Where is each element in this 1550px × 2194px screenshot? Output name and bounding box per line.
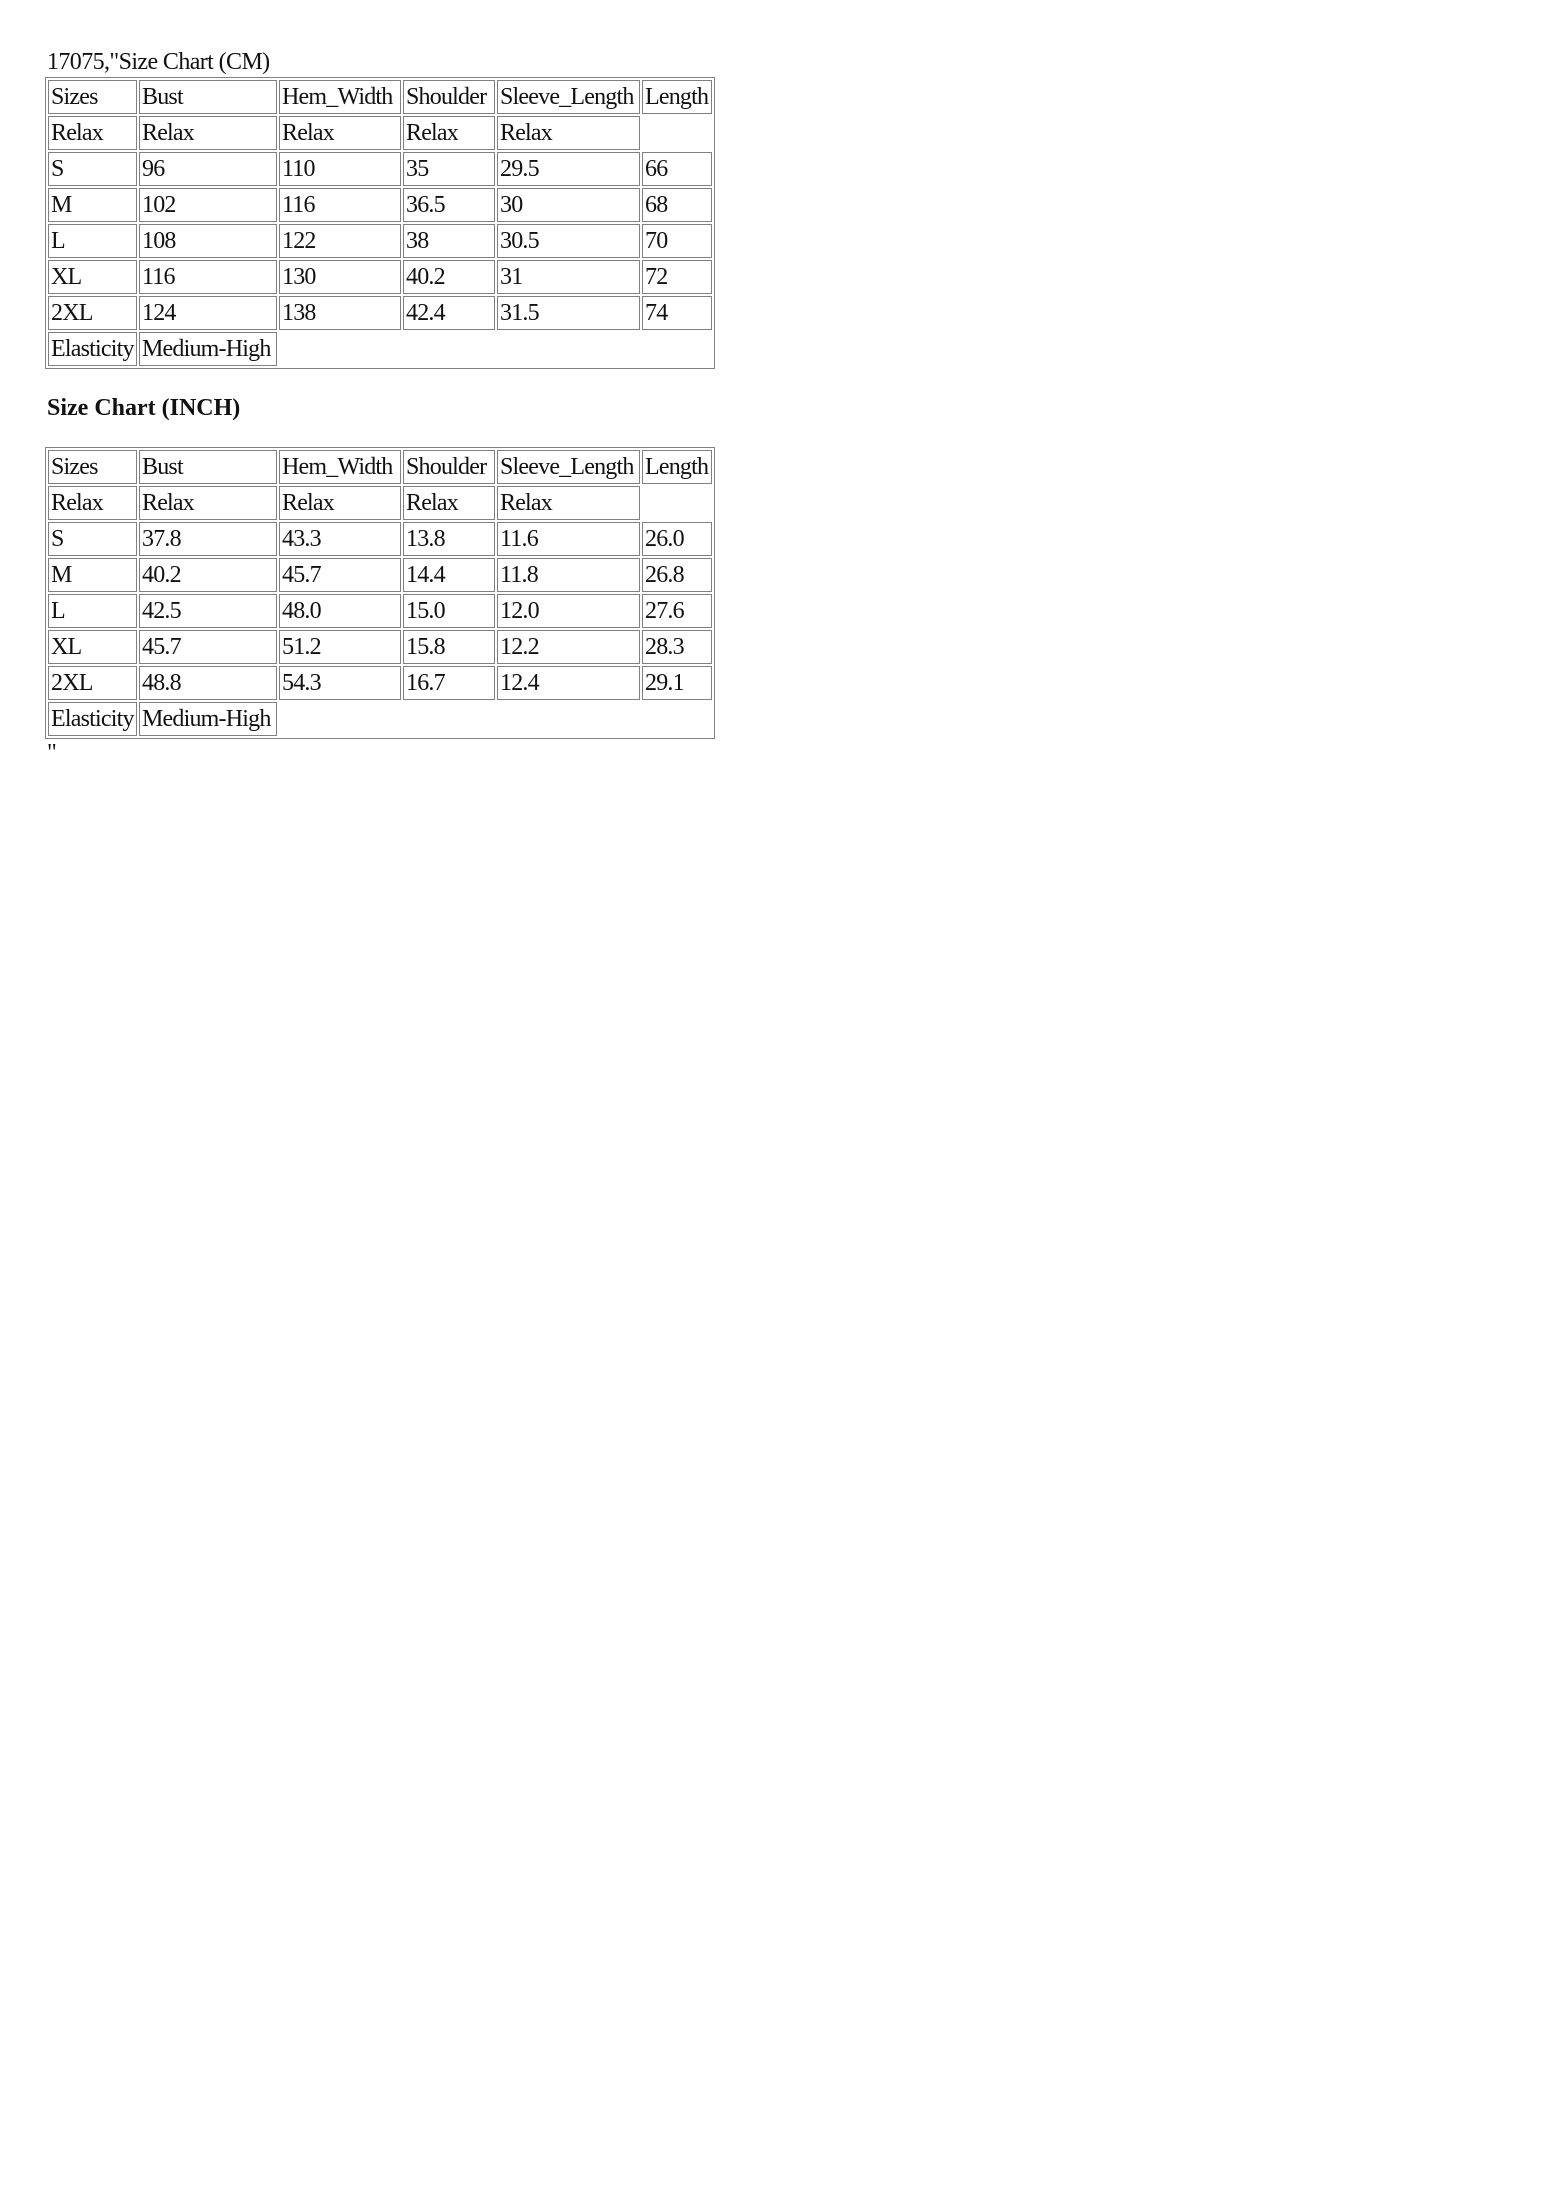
table-cell: Relax <box>139 486 277 520</box>
table-row <box>48 522 712 556</box>
table-cell: M <box>48 188 137 222</box>
table-cell: 30.5 <box>497 224 640 258</box>
table-cell: 48.8 <box>139 666 277 700</box>
table-cell: Relax <box>48 116 137 150</box>
table-row <box>48 558 712 592</box>
column-header-sleeve-length: Sleeve_Length <box>497 80 640 114</box>
table-cell: 14.4 <box>403 558 495 592</box>
table-cell: 116 <box>139 260 277 294</box>
table-cell: 28.3 <box>642 630 712 664</box>
table-cell: Relax <box>497 486 640 520</box>
table-cell: 31 <box>497 260 640 294</box>
table-cell: 2XL <box>48 296 137 330</box>
table-cell: 40.2 <box>403 260 495 294</box>
table-cell: L <box>48 594 137 628</box>
table-cell: 15.8 <box>403 630 495 664</box>
table-cell: XL <box>48 630 137 664</box>
table-cell-empty <box>642 486 712 520</box>
elasticity-label: Elasticity <box>48 332 137 366</box>
elasticity-row <box>48 332 712 366</box>
table-cell: 45.7 <box>139 630 277 664</box>
table-row <box>48 188 712 222</box>
table-cell: Relax <box>279 486 401 520</box>
table-cell: 26.0 <box>642 522 712 556</box>
table-cell: 30 <box>497 188 640 222</box>
table-cell-empty <box>642 702 712 736</box>
table-cell: Relax <box>403 486 495 520</box>
table-cell: Relax <box>403 116 495 150</box>
table-cell: 11.6 <box>497 522 640 556</box>
fit-row <box>48 116 712 150</box>
table-cell: 116 <box>279 188 401 222</box>
table-cell-empty <box>497 332 640 366</box>
table-cell: 124 <box>139 296 277 330</box>
table-cell-empty <box>642 116 712 150</box>
table-cell: 138 <box>279 296 401 330</box>
table-row <box>48 296 712 330</box>
table-cell: 12.0 <box>497 594 640 628</box>
table-cell: 36.5 <box>403 188 495 222</box>
table-cell: 72 <box>642 260 712 294</box>
fit-row <box>48 486 712 520</box>
table-row <box>48 260 712 294</box>
elasticity-label: Elasticity <box>48 702 137 736</box>
elasticity-value: Medium-High <box>139 332 277 366</box>
table-cell: 2XL <box>48 666 137 700</box>
table-cell: S <box>48 152 137 186</box>
table-cell: L <box>48 224 137 258</box>
table-cell: 122 <box>279 224 401 258</box>
table-cell: 11.8 <box>497 558 640 592</box>
table-cell: 45.7 <box>279 558 401 592</box>
table-header-row <box>48 450 712 484</box>
table-row <box>48 666 712 700</box>
table-cell: 43.3 <box>279 522 401 556</box>
table-cell: 13.8 <box>403 522 495 556</box>
table-cell: 102 <box>139 188 277 222</box>
table-cell: 16.7 <box>403 666 495 700</box>
column-header-hem-width: Hem_Width <box>279 80 401 114</box>
table-cell: 110 <box>279 152 401 186</box>
column-header-sizes: Sizes <box>48 80 137 114</box>
column-header-sleeve-length: Sleeve_Length <box>497 450 640 484</box>
table-cell: 96 <box>139 152 277 186</box>
table-cell-empty <box>642 332 712 366</box>
table-cell: 31.5 <box>497 296 640 330</box>
table-cell: 29.5 <box>497 152 640 186</box>
table-cell: 40.2 <box>139 558 277 592</box>
table-row <box>48 630 712 664</box>
table-cell: 37.8 <box>139 522 277 556</box>
table-row <box>48 224 712 258</box>
table-cell: 70 <box>642 224 712 258</box>
column-header-bust: Bust <box>139 450 277 484</box>
column-header-sizes: Sizes <box>48 450 137 484</box>
table-cell: Relax <box>279 116 401 150</box>
table-cell: 35 <box>403 152 495 186</box>
table-cell: Relax <box>139 116 277 150</box>
table-cell: 54.3 <box>279 666 401 700</box>
size-chart-cm-table <box>45 77 715 369</box>
table-cell: 74 <box>642 296 712 330</box>
trailing-quote: " <box>47 740 57 766</box>
table-cell: 26.8 <box>642 558 712 592</box>
table-cell: 51.2 <box>279 630 401 664</box>
table-cell: 29.1 <box>642 666 712 700</box>
table-header-row <box>48 80 712 114</box>
size-chart-inch-table <box>45 447 715 739</box>
table-cell: S <box>48 522 137 556</box>
table-cell: 42.5 <box>139 594 277 628</box>
elasticity-value: Medium-High <box>139 702 277 736</box>
table-cell: 27.6 <box>642 594 712 628</box>
column-header-length: Length <box>642 80 712 114</box>
table-cell: 68 <box>642 188 712 222</box>
table-cell: M <box>48 558 137 592</box>
table-cell: 42.4 <box>403 296 495 330</box>
table-cell: 38 <box>403 224 495 258</box>
table-row <box>48 594 712 628</box>
document-page <box>47 47 1447 766</box>
table-cell: 15.0 <box>403 594 495 628</box>
table-cell-empty <box>279 702 401 736</box>
table-cell-empty <box>279 332 401 366</box>
inch-chart-heading: Size Chart (INCH) <box>47 395 241 421</box>
table-cell-empty <box>403 702 495 736</box>
table-cell: 108 <box>139 224 277 258</box>
table-cell: Relax <box>48 486 137 520</box>
table-cell: 130 <box>279 260 401 294</box>
table-cell: XL <box>48 260 137 294</box>
column-header-bust: Bust <box>139 80 277 114</box>
column-header-shoulder: Shoulder <box>403 80 495 114</box>
table-cell-empty <box>497 702 640 736</box>
table-cell: 48.0 <box>279 594 401 628</box>
table-row <box>48 152 712 186</box>
table-cell-empty <box>403 332 495 366</box>
column-header-hem-width: Hem_Width <box>279 450 401 484</box>
column-header-shoulder: Shoulder <box>403 450 495 484</box>
table-cell: 12.2 <box>497 630 640 664</box>
column-header-length: Length <box>642 450 712 484</box>
table-cell: Relax <box>497 116 640 150</box>
document-header-line: 17075,"Size Chart (CM) <box>47 49 270 75</box>
table-cell: 12.4 <box>497 666 640 700</box>
table-cell: 66 <box>642 152 712 186</box>
elasticity-row <box>48 702 712 736</box>
